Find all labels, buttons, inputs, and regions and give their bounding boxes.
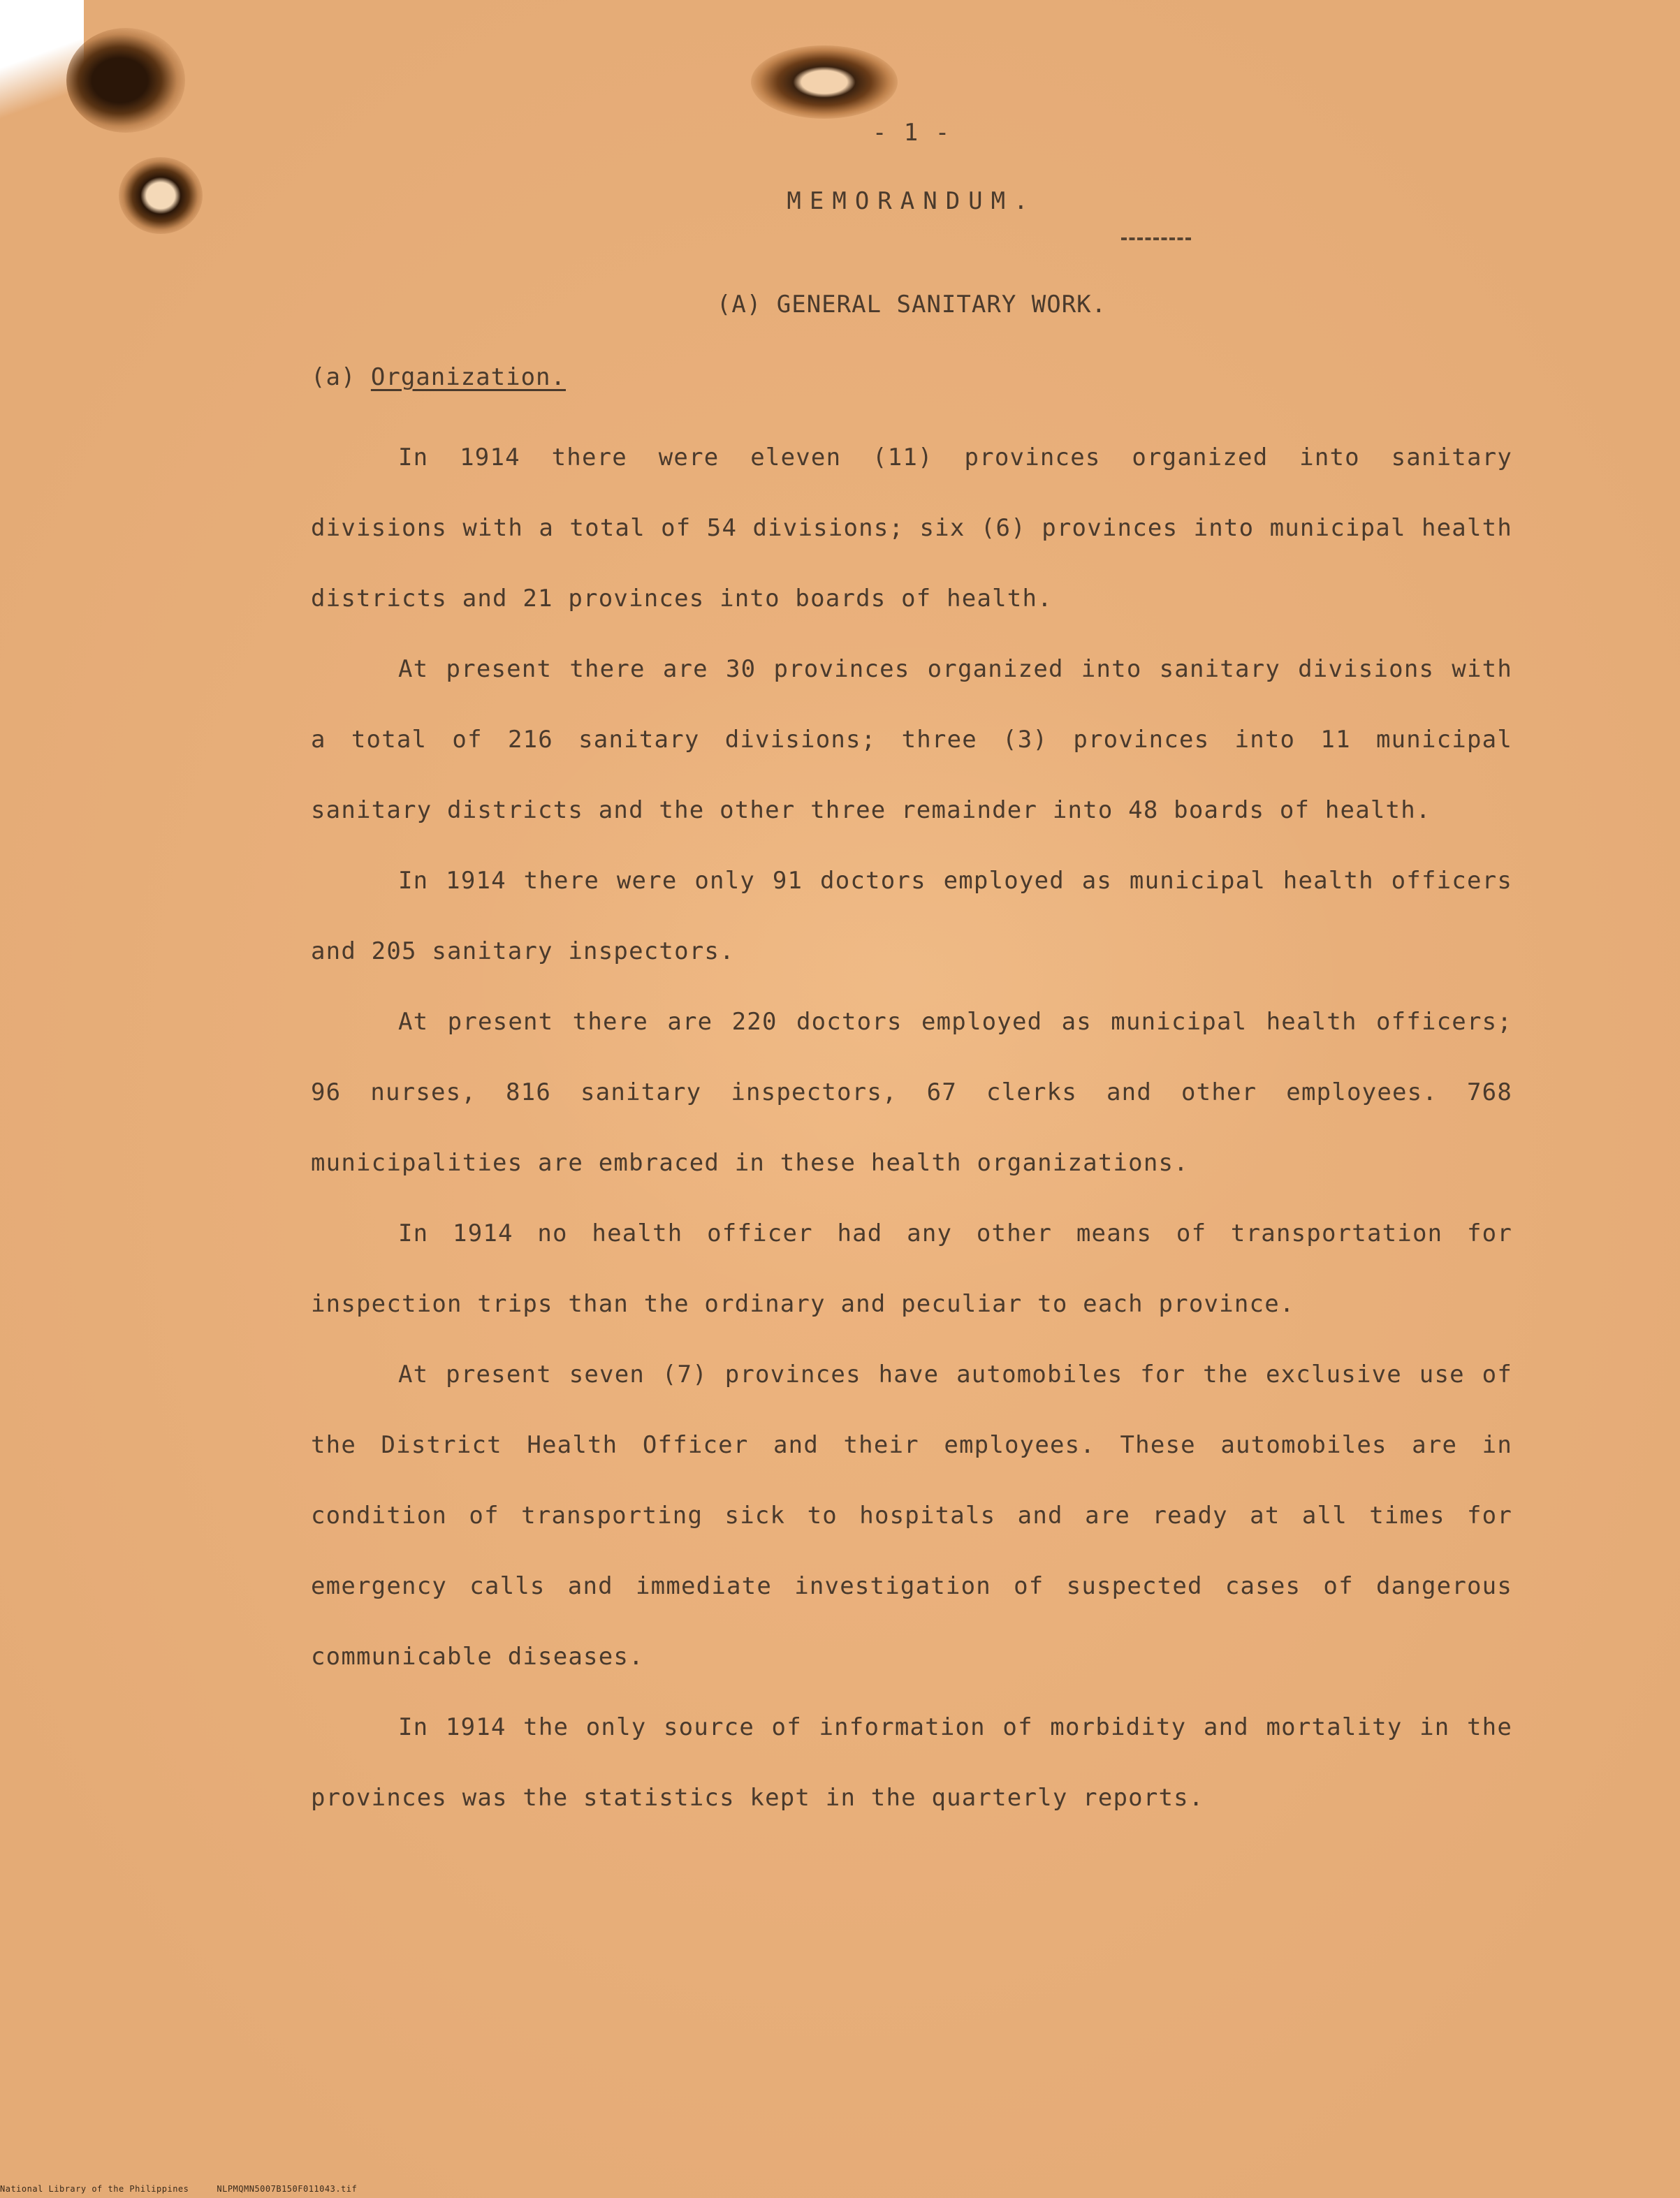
paragraph-statistics-1914: In 1914 the only source of information of morbidity and mortality in the provinces was the statistics kept in the quarterly reports.	[311, 1713, 1512, 1812]
title-underline	[1121, 237, 1191, 240]
paragraph-organization-present: At present there are 30 provinces organized into sanitary divisions with a total of 216 sanitary divisions; three (3) provinces into 11 municipal sanitary districts and the other three remainder into 48 boards of health.	[311, 655, 1512, 824]
subsection-heading	[311, 363, 566, 391]
paragraph-doctors-present: At present there are 220 doctors employed as municipal health officers; 96 nurses, 816 sanitary inspectors, 67 clerks and other employees. 768 municipalities are embraced in these health organizations.	[311, 1008, 1512, 1177]
paragraph-transport-present: At present seven (7) provinces have automobiles for the exclusive use of the District Health Officer and their employees. These automobiles are in condition of transporting sick to hospitals and are ready at all times for emergency calls and immediate investigation of suspected cases of dangerous communicable diseases.	[311, 1361, 1512, 1671]
scan-footer	[0, 2184, 385, 2194]
section-heading: (A) GENERAL SANITARY WORK.	[716, 291, 1107, 318]
paragraph-transport-1914: In 1914 no health officer had any other means of transportation for inspection trips than the ordinary and peculiar to each province.	[311, 1219, 1512, 1318]
burn-hole-top	[751, 45, 898, 119]
footer-file-id: NLPMQMN5007B150F011043.tif	[217, 2184, 358, 2194]
burn-mark-left-upper	[66, 28, 185, 133]
burn-hole-left-lower	[119, 157, 203, 234]
document-title: MEMORANDUM.	[787, 187, 1037, 215]
body-text	[311, 423, 1512, 1833]
paragraph-doctors-1914: In 1914 there were only 91 doctors employed as municipal health officers and 205 sanitary inspectors.	[311, 867, 1512, 965]
subsection-prefix: (a)	[311, 363, 371, 391]
page-number: - 1 -	[872, 119, 951, 147]
subsection-title: Organization.	[370, 363, 566, 391]
paragraph-organization-1914: In 1914 there were eleven (11) provinces organized into sanitary divisions with a total of 54 divisions; six (6) provinces into municipal health districts and 21 provinces into boards of health.	[311, 444, 1512, 613]
footer-archive: National Library of the Philippines	[0, 2184, 189, 2194]
